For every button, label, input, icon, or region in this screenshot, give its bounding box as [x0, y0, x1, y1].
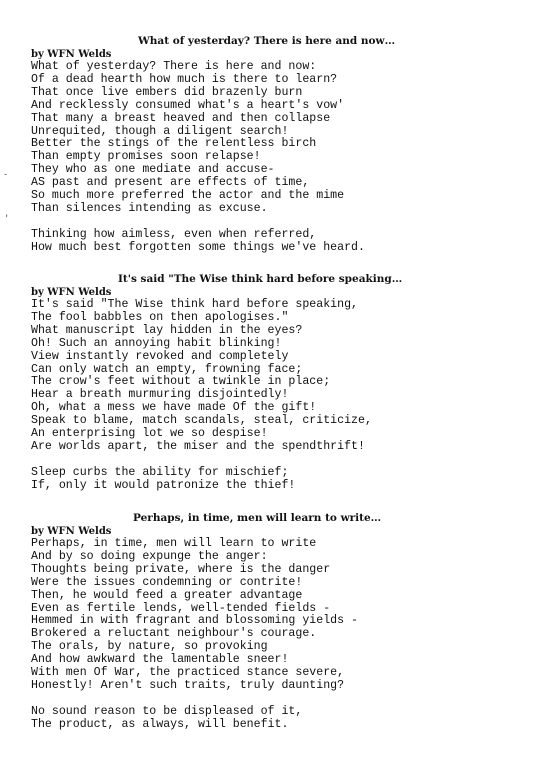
poem-line: Are worlds apart, the miser and the spendthrift!	[31, 439, 365, 453]
poem-coda	[31, 706, 541, 732]
scan-speck: '	[4, 214, 10, 224]
poem-3	[31, 512, 541, 732]
poem-line: Better the stings of the relentless birch	[31, 137, 317, 151]
poem-line: And recklessly consumed what's a heart's vow'	[31, 98, 345, 112]
poem-stanza	[31, 299, 541, 454]
poem-line: Were the issues condemning or contrite!	[31, 575, 303, 589]
poem-coda	[31, 229, 541, 255]
poem-line: Of a dead hearth how much is there to learn?	[31, 72, 338, 86]
poem-1	[31, 35, 541, 255]
poem-line: AS past and present are effects of time,	[31, 176, 310, 190]
poem-line: The fool babbles on then apologises."	[31, 310, 289, 324]
poem-line: Hemmed in with fragrant and blossoming yields -	[31, 614, 358, 628]
poem-line: Then, he would feed a greater advantage	[31, 588, 303, 602]
poem-line: Sleep curbs the ability for mischief;	[31, 465, 289, 479]
poem-line: And by so doing expunge the anger:	[31, 549, 268, 563]
poem-title: Perhaps, in time, men will learn to write…	[133, 512, 382, 524]
poem-line: No sound reason to be displeased of it,	[31, 704, 303, 718]
poem-line: That once live embers did brazenly burn	[31, 85, 303, 99]
poem-title: What of yesterday? There is here and now…	[138, 35, 396, 47]
poem-line: The crow's feet without a twinkle in place;	[31, 375, 331, 389]
poem-line: Hear a breath murmuring disjointedly!	[31, 388, 289, 402]
poem-line: Oh! Such an annoying habit blinking!	[31, 336, 282, 350]
poem-stanza	[31, 61, 541, 216]
poem-title: It's said "The Wise think hard before speaking…	[118, 273, 403, 285]
scan-speck: -	[3, 170, 9, 180]
poem-line: What manuscript lay hidden in the eyes?	[31, 323, 303, 337]
poem-line: View instantly revoked and completely	[31, 349, 289, 363]
poem-line: Unrequited, though a diligent search!	[31, 124, 289, 138]
poem-line: Than silences intending as excuse.	[31, 201, 268, 215]
poem-line: They who as one mediate and accuse-	[31, 163, 275, 177]
poem-line: What of yesterday? There is here and now:	[31, 60, 317, 73]
poem-line: That many a breast heaved and then collapse	[31, 111, 331, 125]
poem-line: Thoughts being private, where is the danger	[31, 562, 331, 576]
poem-byline: by WFN Welds	[31, 49, 112, 60]
poem-line: And how awkward the lamentable sneer!	[31, 653, 289, 667]
poem-line: It's said "The Wise think hard before speaking,	[31, 298, 358, 311]
poem-byline: by WFN Welds	[31, 287, 112, 298]
poem-line: If, only it would patronize the thief!	[31, 478, 296, 492]
poem-line: An enterprising lot we so despise!	[31, 427, 268, 441]
poem-byline: by WFN Welds	[31, 526, 112, 537]
poem-line: So much more preferred the actor and the mime	[31, 189, 345, 203]
poem-line: How much best forgotten some things we've heard.	[31, 240, 365, 254]
poem-2	[31, 273, 541, 493]
poem-line: The product, as always, will benefit.	[31, 717, 289, 731]
poem-line: Brokered a reluctant neighbour's courage.	[31, 627, 317, 641]
poem-line: Even as fertile lends, well-tended fields -	[31, 601, 331, 615]
poem-line: Oh, what a mess we have made Of the gift!	[31, 401, 317, 415]
poem-line: Can only watch an empty, frowning face;	[31, 362, 303, 376]
poem-line: Thinking how aimless, even when referred,	[31, 227, 317, 241]
poem-line: Honestly! Aren't such traits, truly daunting?	[31, 678, 345, 692]
poem-line: Than empty promises soon relapse!	[31, 150, 261, 164]
poem-stanza	[31, 538, 541, 693]
poem-coda	[31, 467, 541, 493]
poem-line: Speak to blame, match scandals, steal, criticize,	[31, 414, 372, 428]
poem-line: Perhaps, in time, men will learn to write	[31, 537, 317, 550]
poem-line: The orals, by nature, so provoking	[31, 640, 268, 654]
poem-line: With men Of War, the practiced stance severe,	[31, 666, 345, 680]
